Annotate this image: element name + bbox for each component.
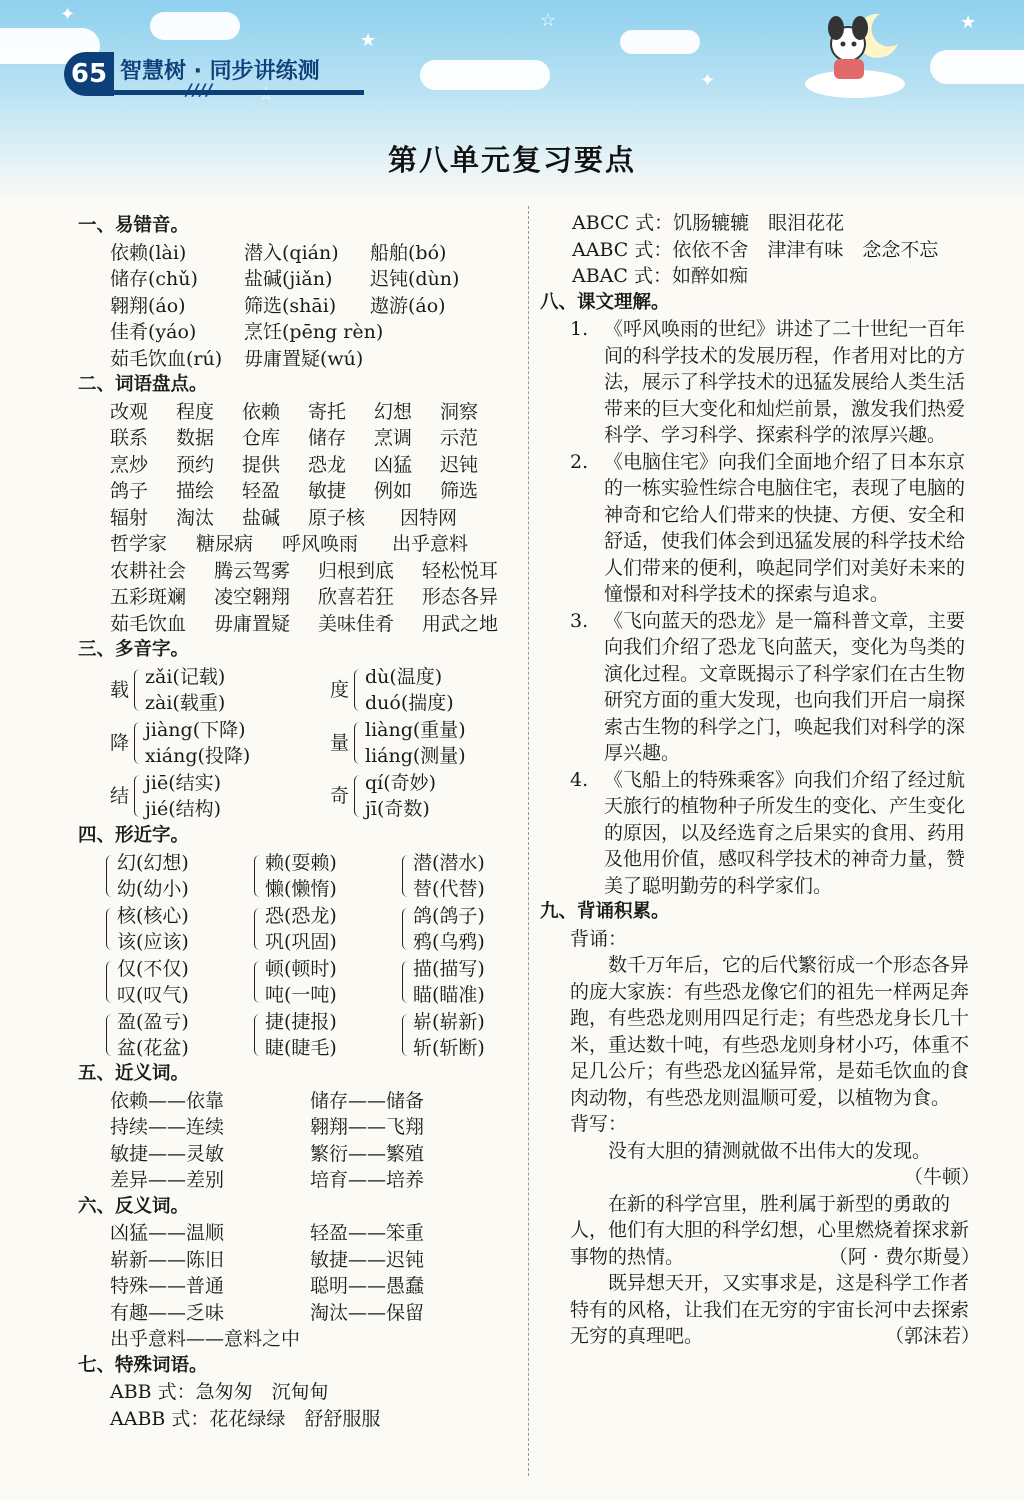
list-row: 幻(幻想) 幼(幼小) 赖(耍赖) 懒(懒惰) 潜(潜水) 替(代替)	[106, 849, 518, 902]
pronunciation-list	[78, 240, 518, 373]
list-row: 核(核心) 该(应该) 恐(恐龙) 巩(巩固) 鸽(鸽子) 鸦(乌鸦)	[106, 902, 518, 955]
column-divider	[528, 206, 529, 1476]
list-row: 崭新——陈旧 敏捷——迟钝	[110, 1248, 425, 1271]
section-heading: 七、特殊词语。	[78, 1354, 208, 1376]
list-row: 五彩斑斓 凌空翱翔 欣喜若狂 形态各异	[110, 586, 499, 608]
star-icon: ✦	[60, 4, 76, 25]
right-column	[540, 210, 980, 1350]
cloud-decoration	[930, 50, 1024, 84]
recitation-block	[540, 926, 980, 1350]
polyphone-item: 载 zǎi(记载) zài(载重)	[110, 666, 226, 714]
list-row: 持续——连续 翱翔——飞翔	[110, 1116, 425, 1138]
list-row: 哲学家 糖尿病 呼风唤雨 出乎意料	[110, 533, 469, 555]
list-row: 储存(chǔ) 盐碱(jiǎn) 迟钝(dùn)	[110, 268, 460, 290]
similar-char-list	[78, 849, 518, 1061]
section-heading: 九、背诵积累。	[540, 901, 670, 922]
list-row: 联系 数据 仓库 储存 烹调 示范	[110, 427, 479, 449]
list-row: 鸽子 描绘 轻盈 敏捷 例如 筛选	[110, 480, 479, 502]
special-words-list	[78, 1379, 518, 1432]
list-row: 茹毛饮血 毋庸置疑 美味佳肴 用武之地	[110, 612, 499, 635]
header-underline	[114, 90, 364, 95]
list-row: 有趣——乏味 淘汰——保留	[110, 1301, 425, 1324]
star-icon: ★	[360, 30, 377, 51]
star-icon: ★	[960, 12, 977, 33]
list-row: ABAC 式：如醉如痴	[572, 265, 748, 287]
star-icon: ✦	[700, 70, 716, 91]
header-strip	[64, 52, 364, 96]
list-row: AABB 式：花花绿绿 舒舒服服	[110, 1407, 381, 1430]
quote-source: （郭沫若）	[884, 1325, 980, 1347]
list-row: 茹毛饮血(rú) 毋庸置疑(wú)	[110, 347, 364, 370]
list-row	[110, 664, 518, 717]
list-row	[110, 717, 518, 770]
list-row: 特殊——普通 聪明——愚蠢	[110, 1275, 425, 1297]
list-row: 盈(盈亏) 盆(花盆) 捷(捷报) 睫(睫毛) 崭(崭新) 斩(斩断)	[106, 1008, 518, 1061]
text-understanding-list	[540, 316, 980, 899]
page-title: 第八单元复习要点	[387, 143, 636, 177]
list-row: 烹炒 预约 提供 恐龙 凶猛 迟钝	[110, 453, 479, 476]
section-heading: 三、多音字。	[78, 639, 190, 660]
polyphone-item: 量 liàng(重量) liáng(测量)	[330, 719, 466, 767]
recite-label: 背诵：	[570, 927, 628, 950]
polyphone-list	[78, 664, 518, 823]
star-icon: ☆	[540, 10, 557, 31]
page-number: 65	[64, 52, 114, 96]
list-row: 改观 程度 依赖 寄托 幻想 洞察	[110, 400, 479, 423]
section-heading: 四、形近字。	[78, 824, 190, 846]
list-row: ABCC 式：饥肠辘辘 眼泪花花	[572, 212, 845, 234]
quote-source: （牛顿）	[903, 1166, 980, 1188]
list-row: 依赖(lài) 潜入(qián) 船舶(bó)	[110, 241, 447, 264]
vocab-list-wide	[78, 558, 518, 638]
polyphone-item: 结 jiē(结实) jié(结构)	[110, 772, 222, 820]
list-item: 3. 《飞向蓝天的恐龙》是一篇科普文章，主要向我们介绍了恐龙飞向蓝天，变化为鸟类的演化过程。文章既揭示了科学家们在古生物研究方面的重大发现，也向我们开启一扇探索古生物的科学之门，唤起我们对科学的深厚兴趣。	[570, 609, 966, 764]
list-row: 敏捷——灵敏 繁衍——繁殖	[110, 1142, 425, 1165]
list-item: 2. 《电脑住宅》向我们全面地介绍了日本东京的一栋实验性综合电脑住宅，表现了电脑的神奇和它给人们带来的快捷、方便、安全和舒适，使我们体会到迅猛发展的科学技术给人们带来的便利，唤起同学们对美好未来的憧憬和对科学技术的探索与追求。	[570, 450, 966, 605]
quote-text: 既异想天开，又实事求是，这是科学工作者特有的风格，让我们在无穷的宇宙长河中去探索无穷的真理吧。 （郭沫若）	[570, 1270, 980, 1350]
list-row: AABC 式：依依不舍 津津有味 念念不忘	[572, 238, 939, 261]
section-heading: 五、近义词。	[78, 1063, 190, 1084]
cloud-decoration	[150, 12, 240, 40]
section-heading: 二、词语盘点。	[78, 374, 208, 395]
list-row: ABB 式：急匆匆 沉甸甸	[110, 1381, 329, 1403]
list-item: 4. 《飞船上的特殊乘客》向我们介绍了经过航天旅行的植物种子所发生的变化、产生变化的原因，以及经选育之后果实的食用、药用及他用价值，感叹科学技术的神奇力量，赞美了聪明勤劳的科学家们。	[570, 768, 966, 897]
quote-source: （阿 · 费尔斯曼）	[828, 1245, 980, 1268]
antonym-list	[78, 1220, 518, 1353]
special-words-list-cont	[540, 210, 980, 290]
list-row: 凶猛——温顺 轻盈——笨重	[110, 1222, 425, 1244]
quote-text: 没有大胆的猜测就做不出伟大的发现。	[608, 1139, 932, 1162]
polyphone-item: 奇 qí(奇妙) jī(奇数)	[330, 772, 437, 820]
series-title: 智慧树 · 同步讲练测	[120, 59, 320, 84]
left-column	[78, 213, 518, 1432]
recite-text: 数千万年后，它的后代繁衍成一个形态各异的庞大家族：有些恐龙像它们的祖先一样两足奔跑，有些恐龙则用四足行走；有些恐龙身长几十米，重达数十吨，有些恐龙则身材小巧，体重不足几公斤；有些恐龙凶猛异常，是茹毛饮血的食肉动物，有些恐龙则温顺可爱，以植物为食。	[570, 954, 970, 1109]
quote-text: 在新的科学宫里，胜利属于新型的勇敢的人，他们有大胆的科学幻想，心里燃烧着探求新事物的热情。 （阿 · 费尔斯曼）	[570, 1191, 980, 1271]
list-row: 佳肴(yáo) 烹饪(pēng rèn)	[110, 321, 384, 343]
section-heading: 八、课文理解。	[540, 291, 670, 313]
vocab-list	[78, 399, 518, 558]
cloud-decoration	[620, 30, 700, 54]
section-heading: 六、反义词。	[78, 1195, 190, 1217]
polyphone-item: 度 dù(温度) duó(揣度)	[330, 666, 454, 714]
cloud-decoration	[420, 60, 550, 90]
list-row	[110, 770, 518, 823]
list-item: 1. 《呼风唤雨的世纪》讲述了二十世纪一百年间的科学技术的发展历程，作者用对比的方法，展示了科学技术的迅猛发展给人类生活带来的巨大变化和灿烂前景，激发我们热爱科学、学习科学、探索科学的浓厚兴趣。	[570, 318, 966, 446]
list-row: 仅(不仅) 叹(叹气) 顿(顿时) 吨(一吨) 描(描写) 瞄(瞄准)	[106, 955, 518, 1008]
list-row: 翱翔(áo) 筛选(shāi) 遨游(áo)	[110, 294, 446, 317]
list-row: 农耕社会 腾云驾雾 归根到底 轻松悦耳	[110, 559, 499, 582]
polyphone-item: 降 jiàng(下降) xiáng(投降)	[110, 719, 251, 767]
list-row: 差异——差别 培育——培养	[110, 1169, 425, 1191]
list-row: 依赖——依靠 储存——储备	[110, 1089, 425, 1112]
synonym-list	[78, 1088, 518, 1194]
section-heading: 一、易错音。	[78, 215, 190, 236]
mascot-illustration	[800, 4, 910, 99]
list-row: 出乎意料——意料之中	[110, 1328, 301, 1350]
list-row: 辐射 淘汰 盐碱 原子核 因特网	[110, 506, 458, 529]
write-label: 背写：	[570, 1113, 628, 1135]
